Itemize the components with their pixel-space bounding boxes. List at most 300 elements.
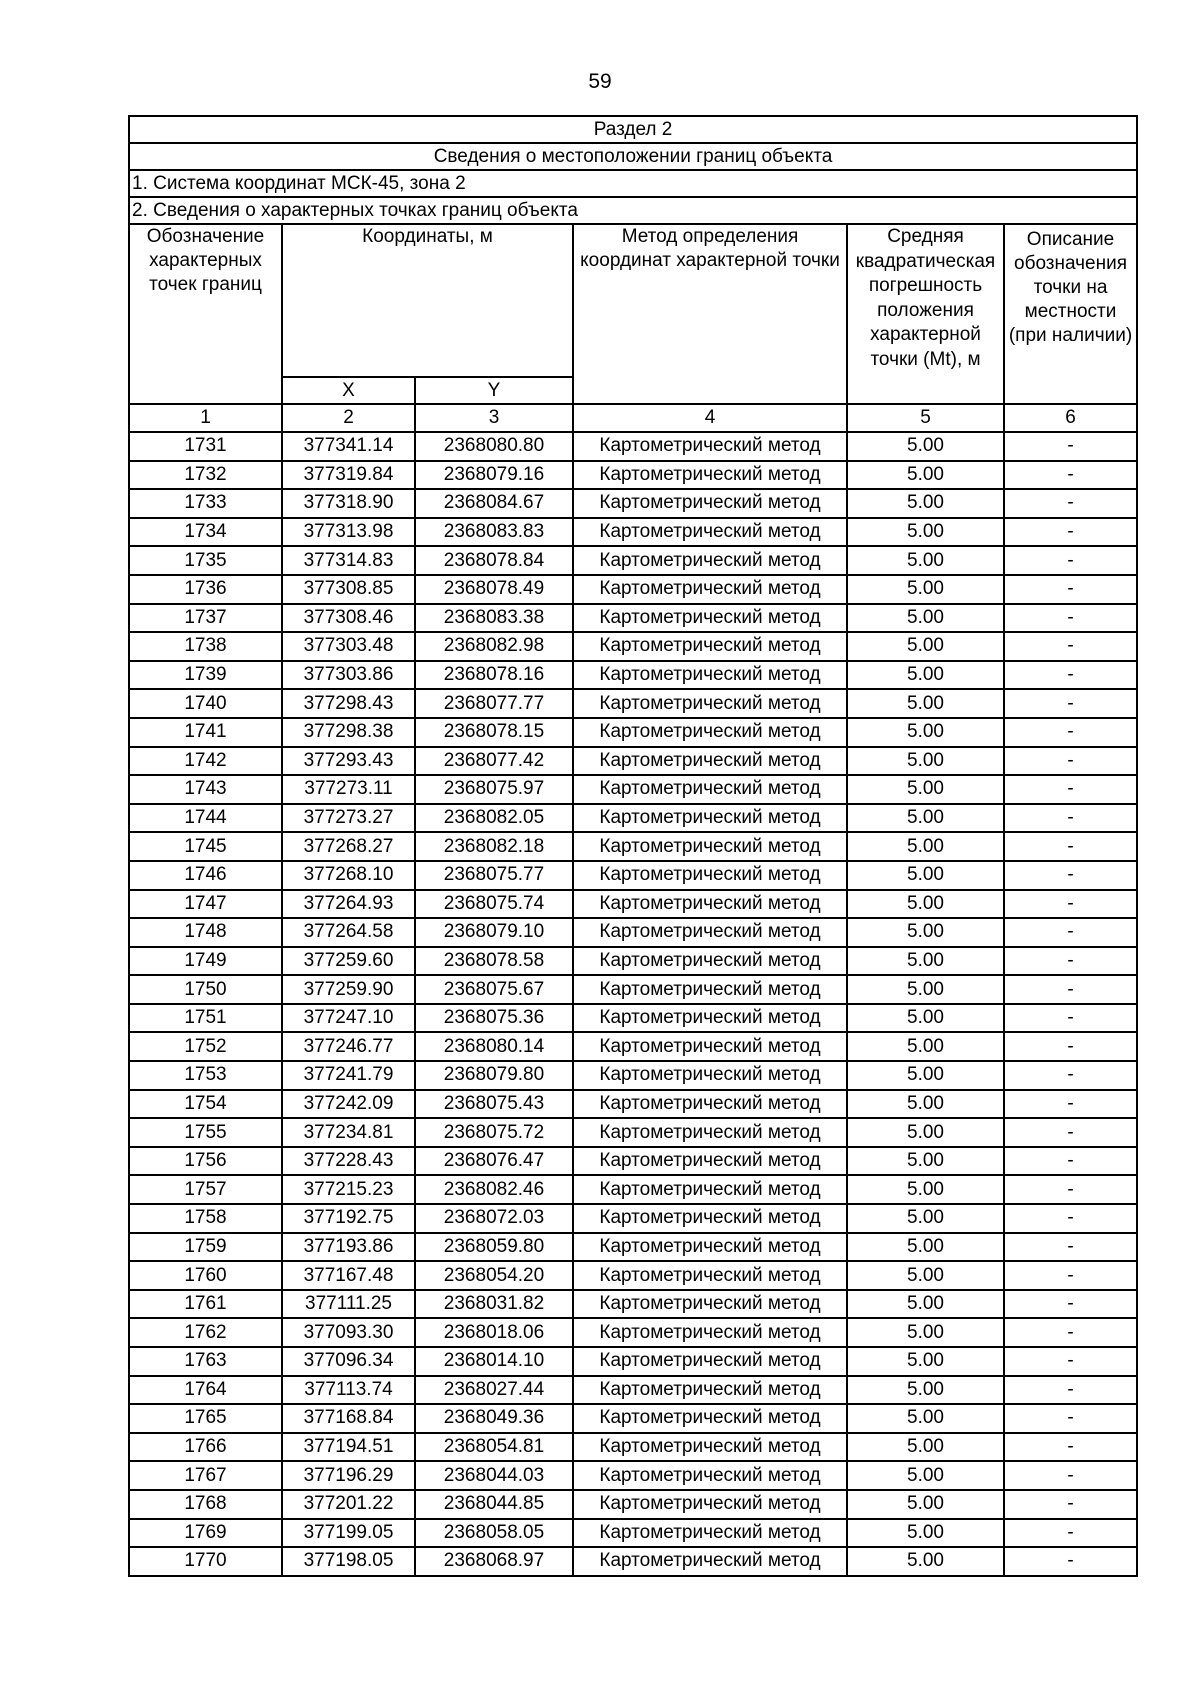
mt-value: 5.00: [847, 1318, 1004, 1347]
mt-value: 5.00: [847, 661, 1004, 690]
table-row: [129, 1318, 1137, 1347]
point-id: 1756: [129, 1147, 282, 1176]
method: Картометрический метод: [573, 661, 847, 690]
coord-x: 377298.38: [282, 718, 415, 747]
table-row: [129, 432, 1137, 461]
coord-x: 377193.86: [282, 1233, 415, 1262]
method: Картометрический метод: [573, 489, 847, 518]
col-header-description: Описание обозначения точки на местности (при наличии): [1004, 224, 1137, 404]
mt-value: 5.00: [847, 947, 1004, 976]
coord-y: 2368077.77: [415, 689, 573, 718]
coord-y: 2368082.46: [415, 1175, 573, 1204]
table-row: [129, 1519, 1137, 1548]
coord-x: 377293.43: [282, 747, 415, 776]
table-row: [129, 890, 1137, 919]
point-id: 1733: [129, 489, 282, 518]
col-number: 1: [129, 404, 282, 432]
point-id: 1767: [129, 1461, 282, 1490]
mt-value: 5.00: [847, 718, 1004, 747]
point-id: 1749: [129, 947, 282, 976]
method: Картометрический метод: [573, 1547, 847, 1576]
method: Картометрический метод: [573, 1433, 847, 1462]
table-row: [129, 775, 1137, 804]
description: -: [1004, 1233, 1137, 1262]
table-row: [129, 1547, 1137, 1576]
mt-value: 5.00: [847, 1004, 1004, 1033]
col-header-mt: Средняя квадратическая погрешность положения характерной точки (Mt), м: [847, 224, 1004, 404]
point-id: 1731: [129, 432, 282, 461]
mt-value: 5.00: [847, 832, 1004, 861]
coord-y: 2368078.16: [415, 661, 573, 690]
method: Картометрический метод: [573, 1261, 847, 1290]
coord-x: 377268.27: [282, 832, 415, 861]
description: -: [1004, 804, 1137, 833]
table-row: [129, 861, 1137, 890]
method: Картометрический метод: [573, 775, 847, 804]
point-id: 1732: [129, 461, 282, 490]
coord-y: 2368058.05: [415, 1519, 573, 1548]
point-id: 1740: [129, 689, 282, 718]
point-id: 1739: [129, 661, 282, 690]
mt-value: 5.00: [847, 518, 1004, 547]
point-id: 1751: [129, 1004, 282, 1033]
description: -: [1004, 661, 1137, 690]
section-title: Раздел 2: [129, 116, 1137, 143]
mt-value: 5.00: [847, 1290, 1004, 1319]
method: Картометрический метод: [573, 918, 847, 947]
coord-y: 2368078.58: [415, 947, 573, 976]
point-id: 1744: [129, 804, 282, 833]
method: Картометрический метод: [573, 546, 847, 575]
coord-x: 377273.27: [282, 804, 415, 833]
description: -: [1004, 1090, 1137, 1119]
mt-value: 5.00: [847, 1404, 1004, 1433]
coord-y: 2368082.05: [415, 804, 573, 833]
coord-x: 377228.43: [282, 1147, 415, 1176]
method: Картометрический метод: [573, 861, 847, 890]
coord-y: 2368054.20: [415, 1261, 573, 1290]
coord-y: 2368059.80: [415, 1233, 573, 1262]
mt-value: 5.00: [847, 432, 1004, 461]
coord-x: 377318.90: [282, 489, 415, 518]
method: Картометрический метод: [573, 1519, 847, 1548]
coord-x: 377264.58: [282, 918, 415, 947]
coord-x: 377341.14: [282, 432, 415, 461]
point-id: 1761: [129, 1290, 282, 1319]
coord-y: 2368080.14: [415, 1032, 573, 1061]
method: Картометрический метод: [573, 518, 847, 547]
coord-x: 377196.29: [282, 1461, 415, 1490]
point-id: 1745: [129, 832, 282, 861]
point-id: 1763: [129, 1347, 282, 1376]
coord-y: 2368078.15: [415, 718, 573, 747]
coord-y: 2368082.98: [415, 632, 573, 661]
table-row: [129, 1433, 1137, 1462]
mt-value: 5.00: [847, 1090, 1004, 1119]
mt-value: 5.00: [847, 689, 1004, 718]
point-id: 1762: [129, 1318, 282, 1347]
description: -: [1004, 1433, 1137, 1462]
coord-x: 377308.85: [282, 575, 415, 604]
table-row: [129, 1090, 1137, 1119]
table-row: [129, 461, 1137, 490]
method: Картометрический метод: [573, 747, 847, 776]
description: -: [1004, 1204, 1137, 1233]
coord-y: 2368072.03: [415, 1204, 573, 1233]
description: -: [1004, 975, 1137, 1004]
table-row: [129, 804, 1137, 833]
mt-value: 5.00: [847, 747, 1004, 776]
coord-y: 2368079.80: [415, 1061, 573, 1090]
description: -: [1004, 1376, 1137, 1405]
coord-y: 2368076.47: [415, 1147, 573, 1176]
points-heading: 2. Сведения о характерных точках границ объекта: [129, 197, 1137, 224]
description: -: [1004, 1061, 1137, 1090]
coord-x: 377246.77: [282, 1032, 415, 1061]
coord-x: 377242.09: [282, 1090, 415, 1119]
coord-x: 377314.83: [282, 546, 415, 575]
description: -: [1004, 1004, 1137, 1033]
description: -: [1004, 1147, 1137, 1176]
method: Картометрический метод: [573, 604, 847, 633]
coord-x: 377313.98: [282, 518, 415, 547]
point-id: 1770: [129, 1547, 282, 1576]
point-id: 1766: [129, 1433, 282, 1462]
coord-x: 377259.60: [282, 947, 415, 976]
mt-value: 5.00: [847, 775, 1004, 804]
table-row: [129, 1347, 1137, 1376]
coord-y: 2368049.36: [415, 1404, 573, 1433]
mt-value: 5.00: [847, 804, 1004, 833]
coord-x: 377298.43: [282, 689, 415, 718]
description: -: [1004, 1032, 1137, 1061]
coord-x: 377319.84: [282, 461, 415, 490]
point-id: 1760: [129, 1261, 282, 1290]
description: -: [1004, 1490, 1137, 1519]
col-number: 3: [415, 404, 573, 432]
point-id: 1758: [129, 1204, 282, 1233]
description: -: [1004, 718, 1137, 747]
method: Картометрический метод: [573, 432, 847, 461]
point-id: 1764: [129, 1376, 282, 1405]
table-row: [129, 832, 1137, 861]
description: -: [1004, 1261, 1137, 1290]
description: -: [1004, 861, 1137, 890]
method: Картометрический метод: [573, 1318, 847, 1347]
point-id: 1757: [129, 1175, 282, 1204]
table-row: [129, 489, 1137, 518]
table-row: [129, 975, 1137, 1004]
point-id: 1768: [129, 1490, 282, 1519]
method: Картометрический метод: [573, 461, 847, 490]
point-id: 1755: [129, 1118, 282, 1147]
page-number: 59: [588, 70, 612, 93]
mt-value: 5.00: [847, 1519, 1004, 1548]
point-id: 1750: [129, 975, 282, 1004]
coord-x: 377268.10: [282, 861, 415, 890]
boundary-points-table: [128, 115, 1138, 1577]
mt-value: 5.00: [847, 1061, 1004, 1090]
mt-value: 5.00: [847, 1490, 1004, 1519]
table-row: [129, 1032, 1137, 1061]
table-row: [129, 632, 1137, 661]
method: Картометрический метод: [573, 1090, 847, 1119]
coord-x: 377113.74: [282, 1376, 415, 1405]
mt-value: 5.00: [847, 861, 1004, 890]
mt-value: 5.00: [847, 1032, 1004, 1061]
coord-y: 2368031.82: [415, 1290, 573, 1319]
point-id: 1736: [129, 575, 282, 604]
coord-y: 2368079.16: [415, 461, 573, 490]
description: -: [1004, 461, 1137, 490]
coord-x: 377303.48: [282, 632, 415, 661]
description: -: [1004, 546, 1137, 575]
description: -: [1004, 1519, 1137, 1548]
method: Картометрический метод: [573, 689, 847, 718]
point-id: 1759: [129, 1233, 282, 1262]
coord-y: 2368044.03: [415, 1461, 573, 1490]
coord-y: 2368075.36: [415, 1004, 573, 1033]
description: -: [1004, 1547, 1137, 1576]
table-row: [129, 918, 1137, 947]
col-number: 6: [1004, 404, 1137, 432]
coord-x: 377093.30: [282, 1318, 415, 1347]
method: Картометрический метод: [573, 1004, 847, 1033]
coord-y: 2368078.84: [415, 546, 573, 575]
coord-x: 377234.81: [282, 1118, 415, 1147]
method: Картометрический метод: [573, 1061, 847, 1090]
table-row: [129, 1376, 1137, 1405]
table-row: [129, 689, 1137, 718]
point-id: 1746: [129, 861, 282, 890]
coord-x: 377168.84: [282, 1404, 415, 1433]
mt-value: 5.00: [847, 489, 1004, 518]
coord-y: 2368075.43: [415, 1090, 573, 1119]
coord-x: 377215.23: [282, 1175, 415, 1204]
coord-y: 2368014.10: [415, 1347, 573, 1376]
table-row: [129, 604, 1137, 633]
mt-value: 5.00: [847, 1347, 1004, 1376]
method: Картометрический метод: [573, 804, 847, 833]
table-row: [129, 1004, 1137, 1033]
coord-y: 2368075.72: [415, 1118, 573, 1147]
description: -: [1004, 1118, 1137, 1147]
mt-value: 5.00: [847, 918, 1004, 947]
table-row: [129, 1290, 1137, 1319]
coord-x: 377201.22: [282, 1490, 415, 1519]
point-id: 1747: [129, 890, 282, 919]
col-header-x: X: [282, 377, 415, 404]
point-id: 1741: [129, 718, 282, 747]
description: -: [1004, 1404, 1137, 1433]
coord-y: 2368075.74: [415, 890, 573, 919]
description: -: [1004, 747, 1137, 776]
description: -: [1004, 1461, 1137, 1490]
mt-value: 5.00: [847, 1118, 1004, 1147]
description: -: [1004, 489, 1137, 518]
col-number: 2: [282, 404, 415, 432]
mt-value: 5.00: [847, 604, 1004, 633]
coord-x: 377308.46: [282, 604, 415, 633]
coord-x: 377167.48: [282, 1261, 415, 1290]
description: -: [1004, 604, 1137, 633]
mt-value: 5.00: [847, 1547, 1004, 1576]
coord-y: 2368075.77: [415, 861, 573, 890]
coord-y: 2368078.49: [415, 575, 573, 604]
coord-y: 2368084.67: [415, 489, 573, 518]
coord-x: 377096.34: [282, 1347, 415, 1376]
coord-x: 377303.86: [282, 661, 415, 690]
description: -: [1004, 918, 1137, 947]
table-row: [129, 1061, 1137, 1090]
method: Картометрический метод: [573, 1204, 847, 1233]
coord-y: 2368079.10: [415, 918, 573, 947]
coord-y: 2368082.18: [415, 832, 573, 861]
coord-y: 2368027.44: [415, 1376, 573, 1405]
method: Картометрический метод: [573, 1404, 847, 1433]
description: -: [1004, 1347, 1137, 1376]
coord-x: 377264.93: [282, 890, 415, 919]
coord-x: 377199.05: [282, 1519, 415, 1548]
method: Картометрический метод: [573, 975, 847, 1004]
method: Картометрический метод: [573, 947, 847, 976]
mt-value: 5.00: [847, 1147, 1004, 1176]
point-id: 1748: [129, 918, 282, 947]
method: Картометрический метод: [573, 1461, 847, 1490]
coord-y: 2368083.38: [415, 604, 573, 633]
table-row: [129, 1147, 1137, 1176]
point-id: 1738: [129, 632, 282, 661]
description: -: [1004, 947, 1137, 976]
mt-value: 5.00: [847, 575, 1004, 604]
table-row: [129, 1175, 1137, 1204]
mt-value: 5.00: [847, 1461, 1004, 1490]
point-id: 1753: [129, 1061, 282, 1090]
point-id: 1737: [129, 604, 282, 633]
point-id: 1754: [129, 1090, 282, 1119]
mt-value: 5.00: [847, 1433, 1004, 1462]
col-number: 5: [847, 404, 1004, 432]
description: -: [1004, 775, 1137, 804]
mt-value: 5.00: [847, 632, 1004, 661]
mt-value: 5.00: [847, 890, 1004, 919]
method: Картометрический метод: [573, 1490, 847, 1519]
method: Картометрический метод: [573, 1376, 847, 1405]
coord-y: 2368018.06: [415, 1318, 573, 1347]
mt-value: 5.00: [847, 1261, 1004, 1290]
point-id: 1765: [129, 1404, 282, 1433]
method: Картометрический метод: [573, 1118, 847, 1147]
method: Картометрический метод: [573, 1347, 847, 1376]
coord-y: 2368080.80: [415, 432, 573, 461]
col-header-designation: Обозначение характерных точек границ: [129, 224, 282, 404]
point-id: 1743: [129, 775, 282, 804]
description: -: [1004, 432, 1137, 461]
coord-y: 2368054.81: [415, 1433, 573, 1462]
table-row: [129, 1404, 1137, 1433]
col-header-coordinates: Координаты, м: [282, 224, 573, 377]
description: -: [1004, 518, 1137, 547]
col-header-method: Метод определения координат характерной точки: [573, 224, 847, 404]
table-row: [129, 546, 1137, 575]
coord-y: 2368077.42: [415, 747, 573, 776]
mt-value: 5.00: [847, 975, 1004, 1004]
coord-x: 377194.51: [282, 1433, 415, 1462]
description: -: [1004, 890, 1137, 919]
coord-y: 2368075.97: [415, 775, 573, 804]
coord-x: 377198.05: [282, 1547, 415, 1576]
coord-x: 377192.75: [282, 1204, 415, 1233]
mt-value: 5.00: [847, 546, 1004, 575]
method: Картометрический метод: [573, 1147, 847, 1176]
point-id: 1734: [129, 518, 282, 547]
mt-value: 5.00: [847, 1175, 1004, 1204]
mt-value: 5.00: [847, 461, 1004, 490]
description: -: [1004, 1318, 1137, 1347]
mt-value: 5.00: [847, 1204, 1004, 1233]
method: Картометрический метод: [573, 575, 847, 604]
table-body: [129, 432, 1137, 1576]
description: -: [1004, 1175, 1137, 1204]
method: Картометрический метод: [573, 632, 847, 661]
table-row: [129, 575, 1137, 604]
table-row: [129, 1204, 1137, 1233]
point-id: 1752: [129, 1032, 282, 1061]
coord-x: 377247.10: [282, 1004, 415, 1033]
coord-x: 377111.25: [282, 1290, 415, 1319]
section-subtitle: Сведения о местоположении границ объекта: [129, 143, 1137, 170]
description: -: [1004, 689, 1137, 718]
table-row: [129, 1461, 1137, 1490]
point-id: 1742: [129, 747, 282, 776]
table-row: [129, 718, 1137, 747]
coord-y: 2368068.97: [415, 1547, 573, 1576]
method: Картометрический метод: [573, 1175, 847, 1204]
table-row: [129, 1261, 1137, 1290]
description: -: [1004, 575, 1137, 604]
coord-x: 377259.90: [282, 975, 415, 1004]
description: -: [1004, 1290, 1137, 1319]
coord-x: 377241.79: [282, 1061, 415, 1090]
table-row: [129, 947, 1137, 976]
coordinate-system: 1. Система координат МСК-45, зона 2: [129, 170, 1137, 197]
mt-value: 5.00: [847, 1376, 1004, 1405]
mt-value: 5.00: [847, 1233, 1004, 1262]
table-row: [129, 518, 1137, 547]
description: -: [1004, 832, 1137, 861]
table-row: [129, 1118, 1137, 1147]
point-id: 1769: [129, 1519, 282, 1548]
method: Картометрический метод: [573, 718, 847, 747]
coord-y: 2368044.85: [415, 1490, 573, 1519]
method: Картометрический метод: [573, 890, 847, 919]
method: Картометрический метод: [573, 1290, 847, 1319]
table-row: [129, 1490, 1137, 1519]
description: -: [1004, 632, 1137, 661]
point-id: 1735: [129, 546, 282, 575]
method: Картометрический метод: [573, 832, 847, 861]
table-row: [129, 661, 1137, 690]
table-row: [129, 747, 1137, 776]
coord-y: 2368083.83: [415, 518, 573, 547]
method: Картометрический метод: [573, 1032, 847, 1061]
table-row: [129, 1233, 1137, 1262]
col-header-y: Y: [415, 377, 573, 404]
col-number: 4: [573, 404, 847, 432]
coord-x: 377273.11: [282, 775, 415, 804]
method: Картометрический метод: [573, 1233, 847, 1262]
coord-y: 2368075.67: [415, 975, 573, 1004]
